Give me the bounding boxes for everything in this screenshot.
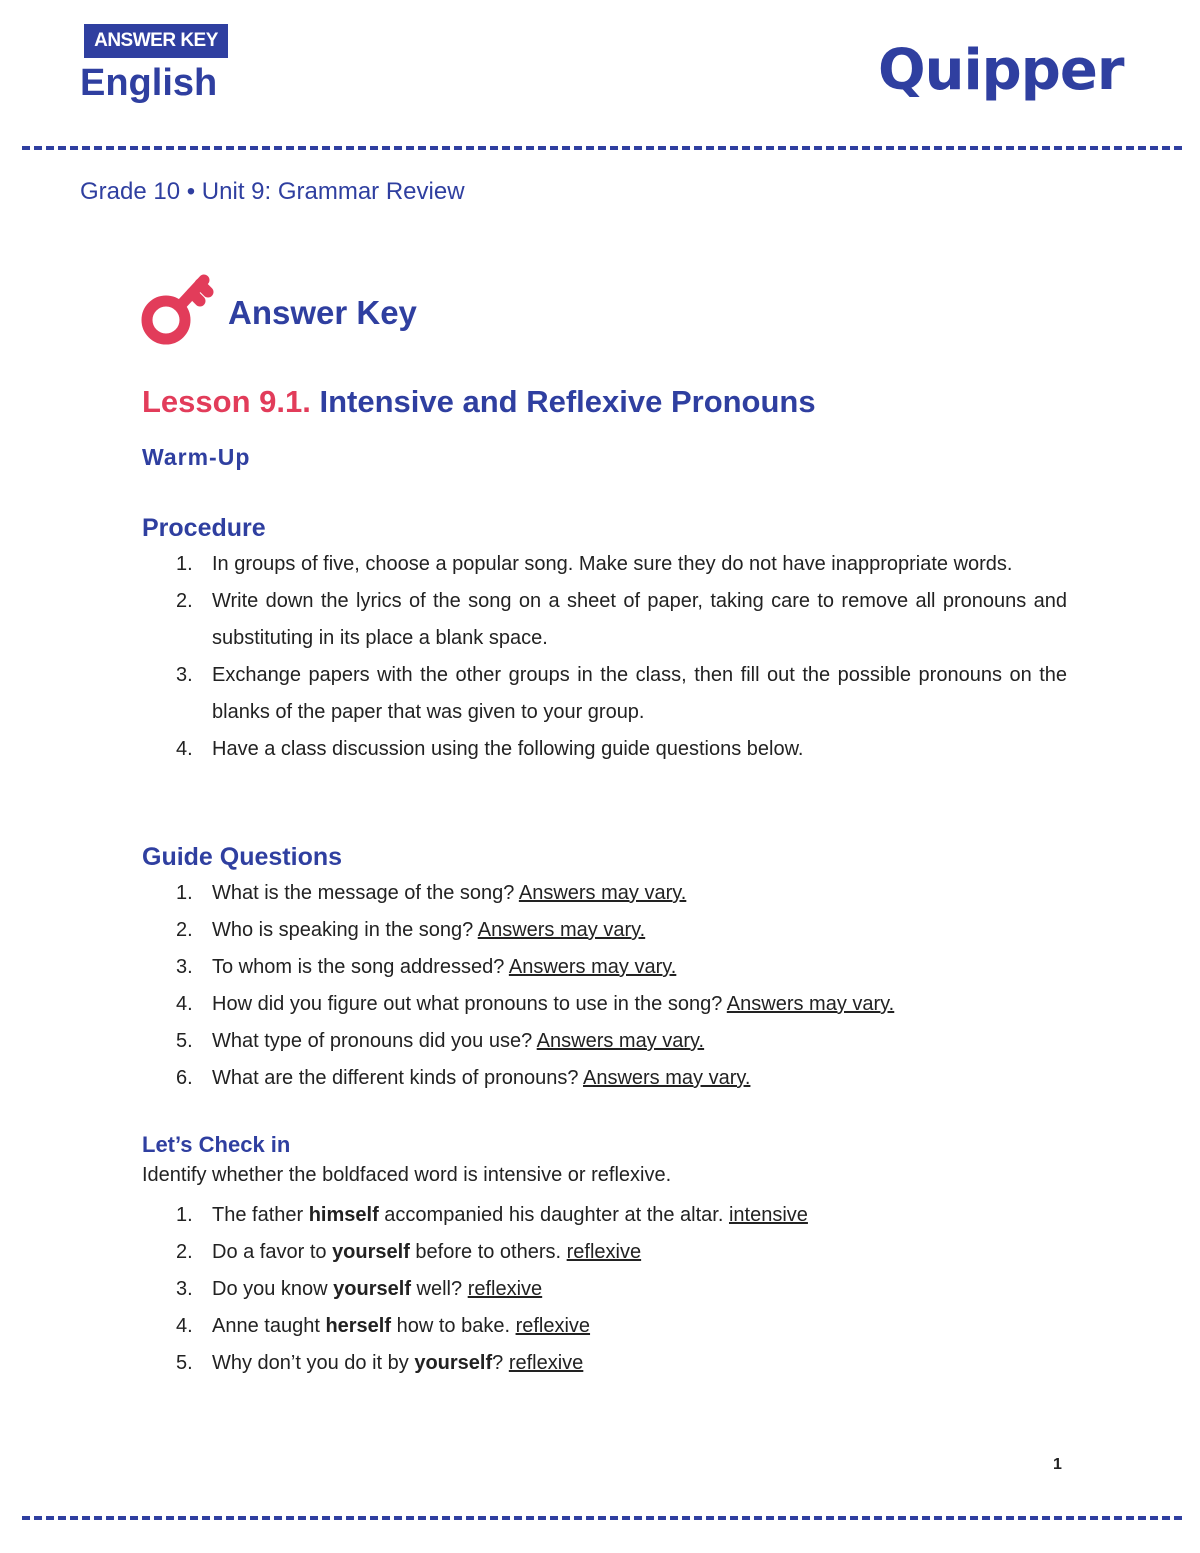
procedure-list [176,546,1067,768]
list-item: 5. Why don’t you do it by yourself? reflexive [176,1352,584,1374]
list-item: 3. To whom is the song addressed? Answers may vary. [176,956,677,978]
quipper-logo: Quipper [878,38,1124,103]
guide-questions-list [176,875,1076,1097]
list-item: 2. Do a favor to yourself before to others. reflexive [176,1241,642,1263]
grade-unit-label: Grade 10 • Unit 9: Grammar Review [80,178,465,205]
answer-key-badge: ANSWER KEY [84,24,228,58]
answer-text: Answers may vary. [582,1067,751,1089]
list-item: 4. Have a class discussion using the following guide questions below. [176,738,804,760]
lesson-number: Lesson 9.1. [142,384,311,419]
guide-questions-heading: Guide Questions [142,843,343,871]
pronoun-bold: himself [308,1204,379,1226]
list-item: 2. Write down the lyrics of the song on a sheet of paper, taking care to remove all pronouns and substituting in its place a blank space. [176,590,1067,649]
pronoun-bold: yourself [332,1241,410,1263]
answer-key-heading: Answer Key [228,294,417,331]
list-item: 2. Who is speaking in the song? Answers may vary. [176,919,646,941]
answer-text: Answers may vary. [508,956,677,978]
answer-text: reflexive [566,1241,642,1263]
list-item: 1. What is the message of the song? Answers may vary. [176,882,687,904]
procedure-heading: Procedure [142,514,266,542]
answer-text: Answers may vary. [536,1030,705,1052]
answer-text: intensive [728,1204,808,1226]
subject-title: English [80,62,218,104]
page-number: 1 [1053,1456,1062,1473]
key-icon [138,266,220,348]
list-item: 4. How did you figure out what pronouns to use in the song? Answers may vary. [176,993,895,1015]
warmup-heading: Warm-Up [142,444,251,470]
list-item: 1. In groups of five, choose a popular song. Make sure they do not have inappropriate words. [176,553,1013,575]
answer-text: reflexive [467,1278,543,1300]
list-item: 4. Anne taught herself how to bake. reflexive [176,1315,591,1337]
lesson-name: Intensive and Reflexive Pronouns [310,384,816,419]
check-in-heading: Let’s Check in [142,1132,291,1157]
list-item: 1. The father himself accompanied his daughter at the altar. intensive [176,1204,808,1226]
answer-text: Answers may vary. [477,919,646,941]
answer-text: Answers may vary. [518,882,687,904]
check-in-instructions: Identify whether the boldfaced word is intensive or reflexive. [142,1164,672,1186]
list-item: 3. Exchange papers with the other groups in the class, then fill out the possible pronouns on the blanks of the paper that was given to your group. [176,664,1067,723]
pronoun-bold: yourself [414,1352,493,1374]
answer-text: reflexive [508,1352,584,1374]
lesson-title [142,384,816,420]
pronoun-bold: yourself [333,1278,411,1300]
top-divider [22,146,1182,150]
list-item: 3. Do you know yourself well? reflexive [176,1278,543,1300]
list-item: 6. What are the different kinds of pronouns? Answers may vary. [176,1067,751,1089]
bottom-divider [22,1516,1182,1520]
pronoun-bold: herself [325,1315,392,1337]
check-in-list [176,1197,1076,1382]
answer-text: Answers may vary. [726,993,895,1015]
answer-text: reflexive [515,1315,591,1337]
list-item: 5. What type of pronouns did you use? Answers may vary. [176,1030,705,1052]
